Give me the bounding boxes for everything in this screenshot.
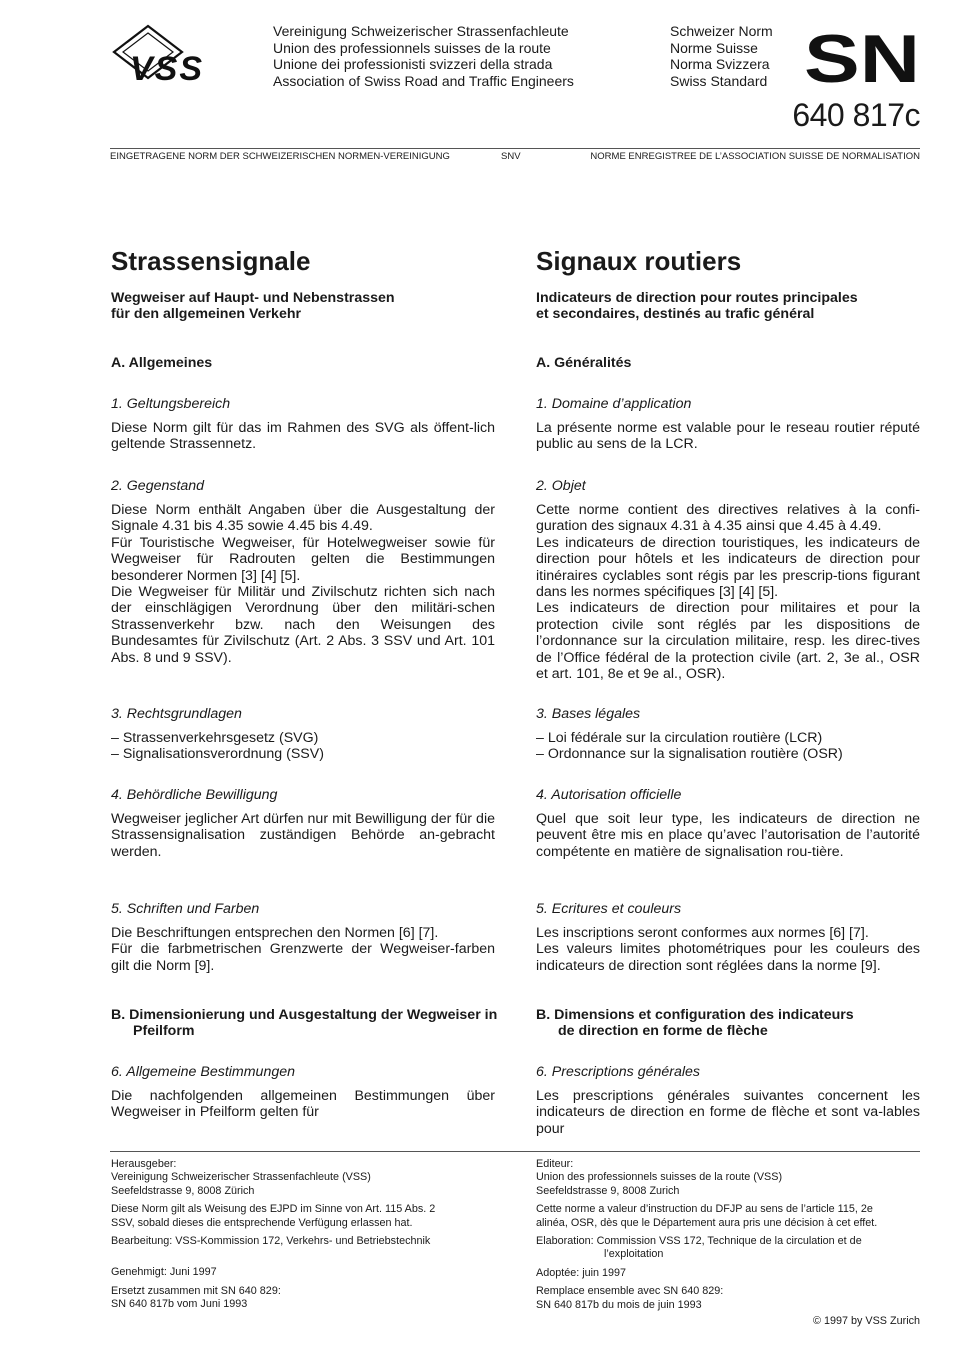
paragraph: Les inscriptions seront conformes aux normes [6] [7]. [536,925,869,941]
section-5-heading-de: 5. Schriften und Farben [111,901,260,917]
registration-org: SNV [501,151,521,162]
footer-de [111,1158,511,1312]
association-name-en: Association of Swiss Road and Traffic Engineers [273,72,574,89]
heading-line: B. Dimensions et configuration des indicateurs [536,1007,854,1023]
page-title-fr: Signaux routiers [536,246,742,276]
section-5-text-de [111,925,495,974]
list-item: – Loi fédérale sur la circulation routière (LCR) [536,730,823,746]
list-item: – Signalisationsverordnung (SSV) [111,746,324,763]
section-b-heading-de: B. Dimensionierung und Ausgestaltung der Wegweiser in Pfeilform [111,1007,498,1040]
publisher-name-de: Vereinigung Schweizerischer Strassenfachleute (VSS) [111,1171,371,1184]
paragraph: Die Beschriftungen entsprechen den Normen [6] [7]. [111,925,439,941]
footer-divider [110,1151,920,1152]
standard-name-en: Swiss Standard [670,72,768,89]
section-b-heading-fr [536,1007,920,1040]
section-6-text-de: Die nachfolgenden allgemeinen Bestimmungen über Wegweiser in Pfeilform gelten für [111,1088,495,1121]
publisher-address-fr: Seefeldstrasse 9, 8008 Zurich [536,1184,680,1197]
paragraph: Für Touristische Wegweiser, für Hotelwegweiser sowie für Wegweiser für Radrouten gelten die Bestimmungen besonderer Normen [3] [4] [5]. [111,534,495,584]
registration-fr: NORME ENREGISTREE DE L’ASSOCIATION SUISSE DE NORMALISATION [590,151,920,162]
section-6-heading-fr: 6. Prescriptions générales [536,1064,701,1080]
association-name-fr: Union des professionnels suisses de la route [273,39,551,56]
paragraph: Les indicateurs de direction pour militaires et pour la protection civile sont réglés par les dispositions de l’ordonnance sur la circulation militaire, resp. les direc-tives de l’Office fédéral de la protection civile (art. 2, 3e al., OSR et art. 101, 8e et 9e al., OSR). [536,600,920,683]
page-title-de: Strassensignale [111,246,311,276]
publisher-address-de: Seefeldstrasse 9, 8008 Zürich [111,1184,255,1197]
publisher-label-de: Herausgeber: [111,1158,177,1170]
directive-line-de: SSV, sobald dieses die entsprechende Verfügung erlassen hat. [111,1216,413,1229]
copyright: © 1997 by VSS Zurich [813,1315,920,1327]
standard-name-de: Schweizer Norm [670,23,773,39]
section-2-heading-de: 2. Gegenstand [111,478,205,494]
subtitle-line: et secondaires, destinés au trafic général [536,306,815,323]
section-5-heading-fr: 5. Ecritures et couleurs [536,901,682,917]
replaces-line-de: Ersetzt zusammen mit SN 640 829: [111,1284,281,1297]
registration-de: EINGETRAGENE NORM DER SCHWEIZERISCHEN NORMEN-VEREINIGUNG [110,151,450,162]
list-item: – Ordonnance sur la signalisation routière (OSR) [536,746,843,763]
publisher-name-fr: Union des professionnels suisses de la route (VSS) [536,1171,783,1184]
section-2-text-de [111,502,495,666]
section-1-text-fr: La présente norme est valable pour le reseau routier réputé public au sens de la LCR. [536,420,920,453]
logo-text: VSS [130,50,205,88]
replaces-line-de: SN 640 817b vom Juni 1993 [111,1298,248,1311]
section-3-heading-fr: 3. Bases légales [536,706,641,722]
editing-fr: Elaboration: Commission VSS 172, Technique de la circulation et de [536,1235,862,1248]
approved-de: Genehmigt: Juni 1997 [111,1266,217,1279]
list-item: – Strassenverkehrsgesetz (SVG) [111,730,319,746]
paragraph: Die Wegweiser für Militär und Zivilschutz richten sich nach der einschlägigen Verordnung über den militäri-schen Strassenverkehr bzw. nach den Weisungen des Bundesamtes für Zivilschutz (Art. 2 Abs. 3 SSV und Art. 101 Abs. 8 und 9 SSV). [111,584,495,666]
sn-logo [804,30,920,86]
section-2-text-fr [536,502,920,682]
section-3-heading-de: 3. Rechtsgrundlagen [111,706,242,722]
standard-number: 640 817c [792,97,920,133]
subtitle-de [111,290,495,323]
paragraph: Für die farbmetrischen Grenzwerte der Wegweiser-farben gilt die Norm [9]. [111,941,495,974]
section-4-text-fr: Quel que soit leur type, les indicateurs de direction ne peuvent être mis en place qu’avec l’autorisation de l’autorité compétente en matière de signalisation rou-tière. [536,811,920,860]
section-1-heading-de: 1. Geltungsbereich [111,396,231,412]
standard-name-fr: Norme Suisse [670,39,758,56]
vss-logo [110,22,255,88]
publisher-label-fr: Editeur: [536,1158,574,1170]
association-name-it: Unione dei professionisti svizzeri della strada [273,56,553,72]
approved-fr: Adoptée: juin 1997 [536,1266,627,1279]
section-1-heading-fr: 1. Domaine d’application [536,396,692,412]
association-name-de: Vereinigung Schweizerischer Strassenfachleute [273,23,569,39]
section-6-text-fr: Les prescriptions générales suivantes concernent les indicateurs de direction en forme de flèche et sont va-lables pour [536,1088,920,1137]
directive-line-fr: Cette norme a valeur d’instruction du DFJP au sens de l’article 115, 2e [536,1203,873,1216]
subtitle-line: für den allgemeinen Verkehr [111,306,302,323]
heading-line: de direction en forme de flèche [558,1023,768,1040]
section-1-text-de: Diese Norm gilt für das im Rahmen des SVG als öffent-lich geltende Strassennetz. [111,420,495,453]
standard-names [670,23,773,89]
section-3-list-fr [536,730,920,763]
section-5-text-fr [536,925,920,974]
directive-line-fr: alinéa, OSR, dès que le Département aura pris une décision à cet effet. [536,1216,878,1229]
paragraph: Cette norme contient des directives relatives à la confi-guration des signaux 4.31 à 4.35 ainsi que 4.45 à 4.49. [536,502,920,535]
header-divider [110,148,920,149]
section-a-heading-de: A. Allgemeines [111,355,213,371]
section-4-heading-de: 4. Behördliche Bewilligung [111,787,278,803]
editing-fr-continued: l’exploitation [604,1248,664,1261]
replaces-line-fr: SN 640 817b du mois de juin 1993 [536,1298,702,1311]
subtitle-line: Wegweiser auf Haupt- und Nebenstrassen [111,290,395,306]
section-2-heading-fr: 2. Objet [536,478,586,494]
section-6-heading-de: 6. Allgemeine Bestimmungen [111,1064,296,1080]
subtitle-line: Indicateurs de direction pour routes principales [536,290,858,306]
standard-name-it: Norma Svizzera [670,56,770,72]
section-4-heading-fr: 4. Autorisation officielle [536,787,682,803]
replaces-line-fr: Remplace ensemble avec SN 640 829: [536,1285,724,1298]
subtitle-fr [536,290,920,323]
association-names [273,23,574,89]
editing-de: Bearbeitung: VSS-Kommission 172, Verkehrs- und Betriebstechnik [111,1235,431,1248]
section-a-heading-fr: A. Généralités [536,355,632,371]
paragraph: Les indicateurs de direction touristiques, les indicateurs de direction pour hôtels et les indicateurs de direction pour itinéraires cyclables sont régis par les prescrip-tions figurant dans les normes spécifiques [3] [4] [5]. [536,534,920,601]
footer-fr [536,1158,926,1312]
section-4-text-de: Wegweiser jeglicher Art dürfen nur mit Bewilligung der für die Strassensignalisation zuständigen Behörde an-gebracht werden. [111,811,495,860]
sn-logo-text: SN [804,30,920,86]
paragraph: Les valeurs limites photométriques pour les couleurs des indicateurs de direction sont réglées dans la norme [9]. [536,941,920,974]
directive-line-de: Diese Norm gilt als Weisung des EJPD im Sinne von Art. 115 Abs. 2 [111,1203,436,1216]
paragraph: Diese Norm enthält Angaben über die Ausgestaltung der Signale 4.31 bis 4.35 sowie 4.45 bis 4.49. [111,502,495,535]
section-3-list-de [111,730,495,763]
